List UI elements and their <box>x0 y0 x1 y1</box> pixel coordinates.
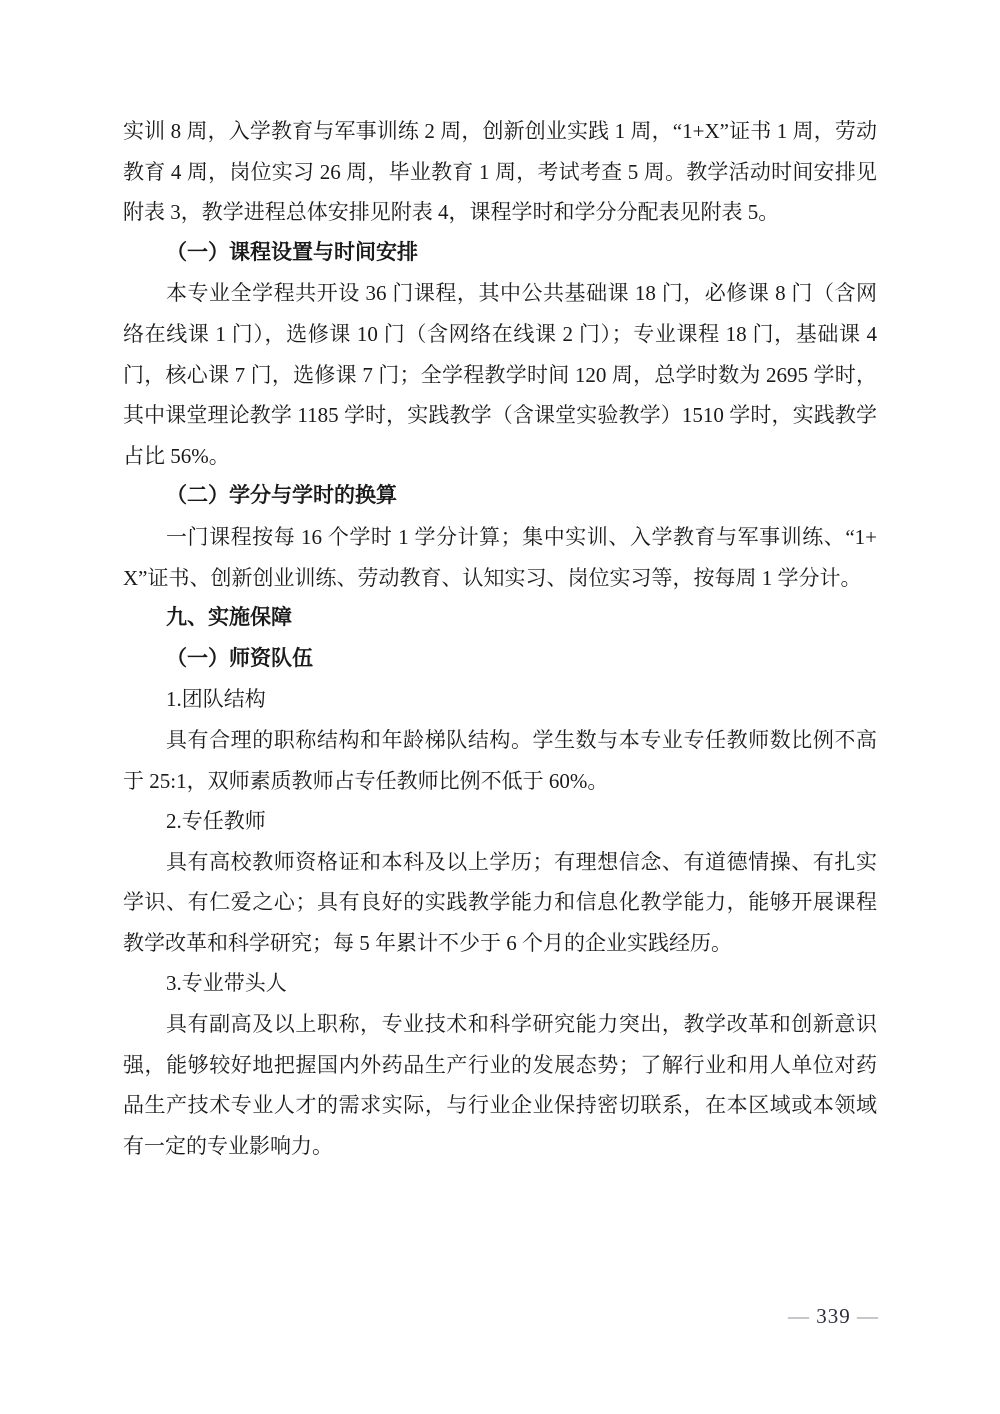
heading-credit-hour-conversion: （二）学分与学时的换算 <box>166 484 397 508</box>
page-number-value: 339 <box>816 1304 851 1328</box>
page-number <box>788 1301 879 1331</box>
para-fulltime-teachers: 具有高校教师资格证和本科及以上学历；有理想信念、有道德情操、有扎实学识、有仁爱之心；具有良好的实践教学能力和信息化教学能力，能够开展课程教学改革和科学研究；每 5 年累计不少于 6 个月的企业实践经历。 <box>123 849 877 955</box>
page-number-left-dash: — <box>788 1304 817 1328</box>
subheading-program-leader: 3.专业带头人 <box>166 971 287 996</box>
heading-teaching-staff: （一）师资队伍 <box>166 646 313 670</box>
para-program-leader: 具有副高及以上职称，专业技术和科学研究能力突出，教学改革和创新意识强，能够较好地把握国内外药品生产行业的发展态势；了解行业和用人单位对药品生产技术专业人才的需求实际，与行业企业保持密切联系，在本区域或本领域有一定的专业影响力。 <box>123 1012 877 1158</box>
heading-implementation-guarantee: 九、实施保障 <box>166 606 292 630</box>
para-schedule-continuation: 实训 8 周，入学教育与军事训练 2 周，创新创业实践 1 周，“1+X”证书 1 周，劳动教育 4 周，岗位实习 26 周，毕业教育 1 周，考试考查 5 周。教学活动时间安排见附表 3，教学进程总体安排见附表 4，课程学时和学分分配表见附表 5。 <box>123 119 877 225</box>
para-credit-hour-conversion: 一门课程按每 16 个学时 1 学分计算；集中实训、入学教育与军事训练、“1+X”证书、创新创业训练、劳动教育、认知实习、岗位实习等，按每周 1 学分计。 <box>123 524 877 590</box>
subheading-fulltime-teachers: 2.专任教师 <box>166 809 266 834</box>
para-team-structure: 具有合理的职称结构和年龄梯队结构。学生数与本专业专任教师数比例不高于 25:1，双师素质教师占专任教师比例不低于 60%。 <box>123 727 877 793</box>
subheading-team-structure: 1.团队结构 <box>166 687 266 712</box>
heading-course-setup-and-schedule: （一）课程设置与时间安排 <box>166 240 418 264</box>
page-content <box>123 111 877 1166</box>
para-course-setup-details: 本专业全学程共开设 36 门课程，其中公共基础课 18 门，必修课 8 门（含网络在线课 1 门），选修课 10 门（含网络在线课 2 门）；专业课程 18 门，基础课 4 门，核心课 7 门，选修课 7 门；全学程教学时间 120 周，总学时数为 2695 学时，其中课堂理论教学 1185 学时，实践教学（含课堂实验教学）1510 学时，实践教学占比 56%。 <box>123 281 877 468</box>
page-number-right-dash: — <box>850 1304 879 1328</box>
